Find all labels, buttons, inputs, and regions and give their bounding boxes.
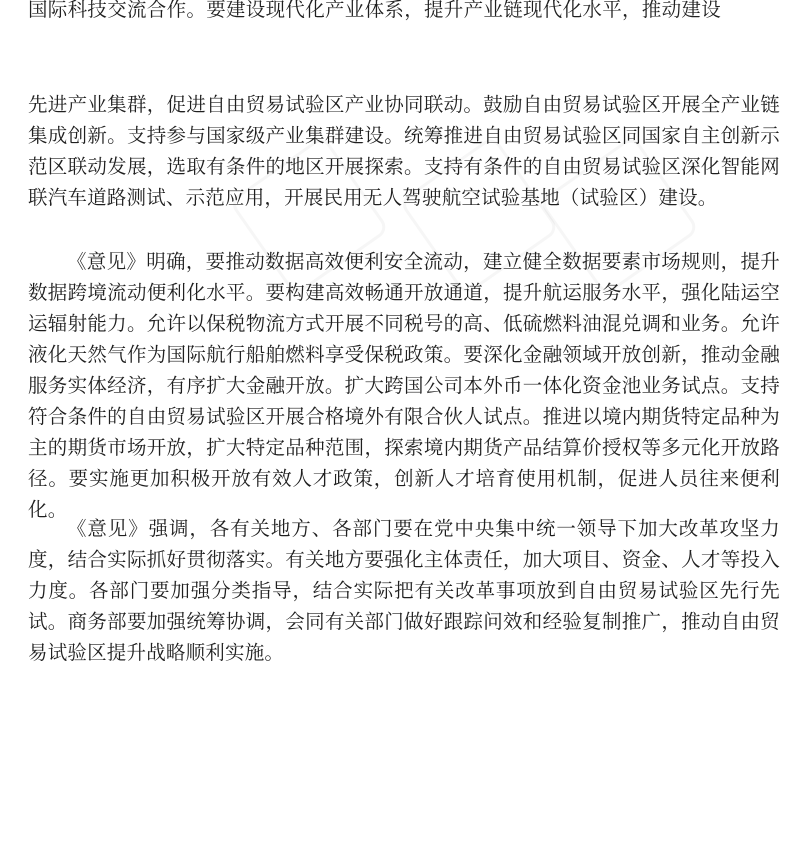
- continued-text-line: 国际科技交流合作。要建设现代化产业体系，提升产业链现代化水平，推动建设: [28, 0, 722, 21]
- paragraph-1: 先进产业集群，促进自由贸易试验区产业协同联动。鼓励自由贸易试验区开展全产业链集成创新。支持参与国家级产业集群建设。统筹推进自由贸易试验区同国家自主创新示范区联动发展，选取有条件的地区开展探索。支持有条件的自由贸易试验区深化智能网联汽车道路测试、示范应用，开展民用无人驾驶航空试验基地（试验区）建设。: [28, 93, 780, 209]
- paragraph-2: 《意见》明确，要推动数据高效便利安全流动，建立健全数据要素市场规则，提升数据跨境流动便利化水平。要构建高效畅通开放通道，提升航运服务水平，强化陆运空运辐射能力。允许以保税物流方式开展不同税号的高、低硫燃料油混兑调和业务。允许液化天然气作为国际航行船舶燃料享受保税政策。要深化金融领域开放创新，推动金融服务实体经济，有序扩大金融开放。扩大跨国公司本外币一体化资金池业务试点。支持符合条件的自由贸易试验区开展合格境外有限合伙人试点。推进以境内期货特定品种为主的期货市场开放，扩大特定品种范围，探索境内期货产品结算价授权等多元化开放路径。要实施更加积极开放有效人才政策，创新人才培育使用机制，促进人员往来便利化。: [28, 250, 780, 521]
- paragraph-3: 《意见》强调，各有关地方、各部门要在党中央集中统一领导下加大改革攻坚力度，结合实际抓好贯彻落实。有关地方要强化主体责任，加大项目、资金、人才等投入力度。各部门要加强分类指导，结合实际把有关改革事项放到自由贸易试验区先行先试。商务部要加强统筹协调，会同有关部门做好跟踪问效和经验复制推广，推动自由贸易试验区提升战略顺利实施。: [28, 517, 780, 664]
